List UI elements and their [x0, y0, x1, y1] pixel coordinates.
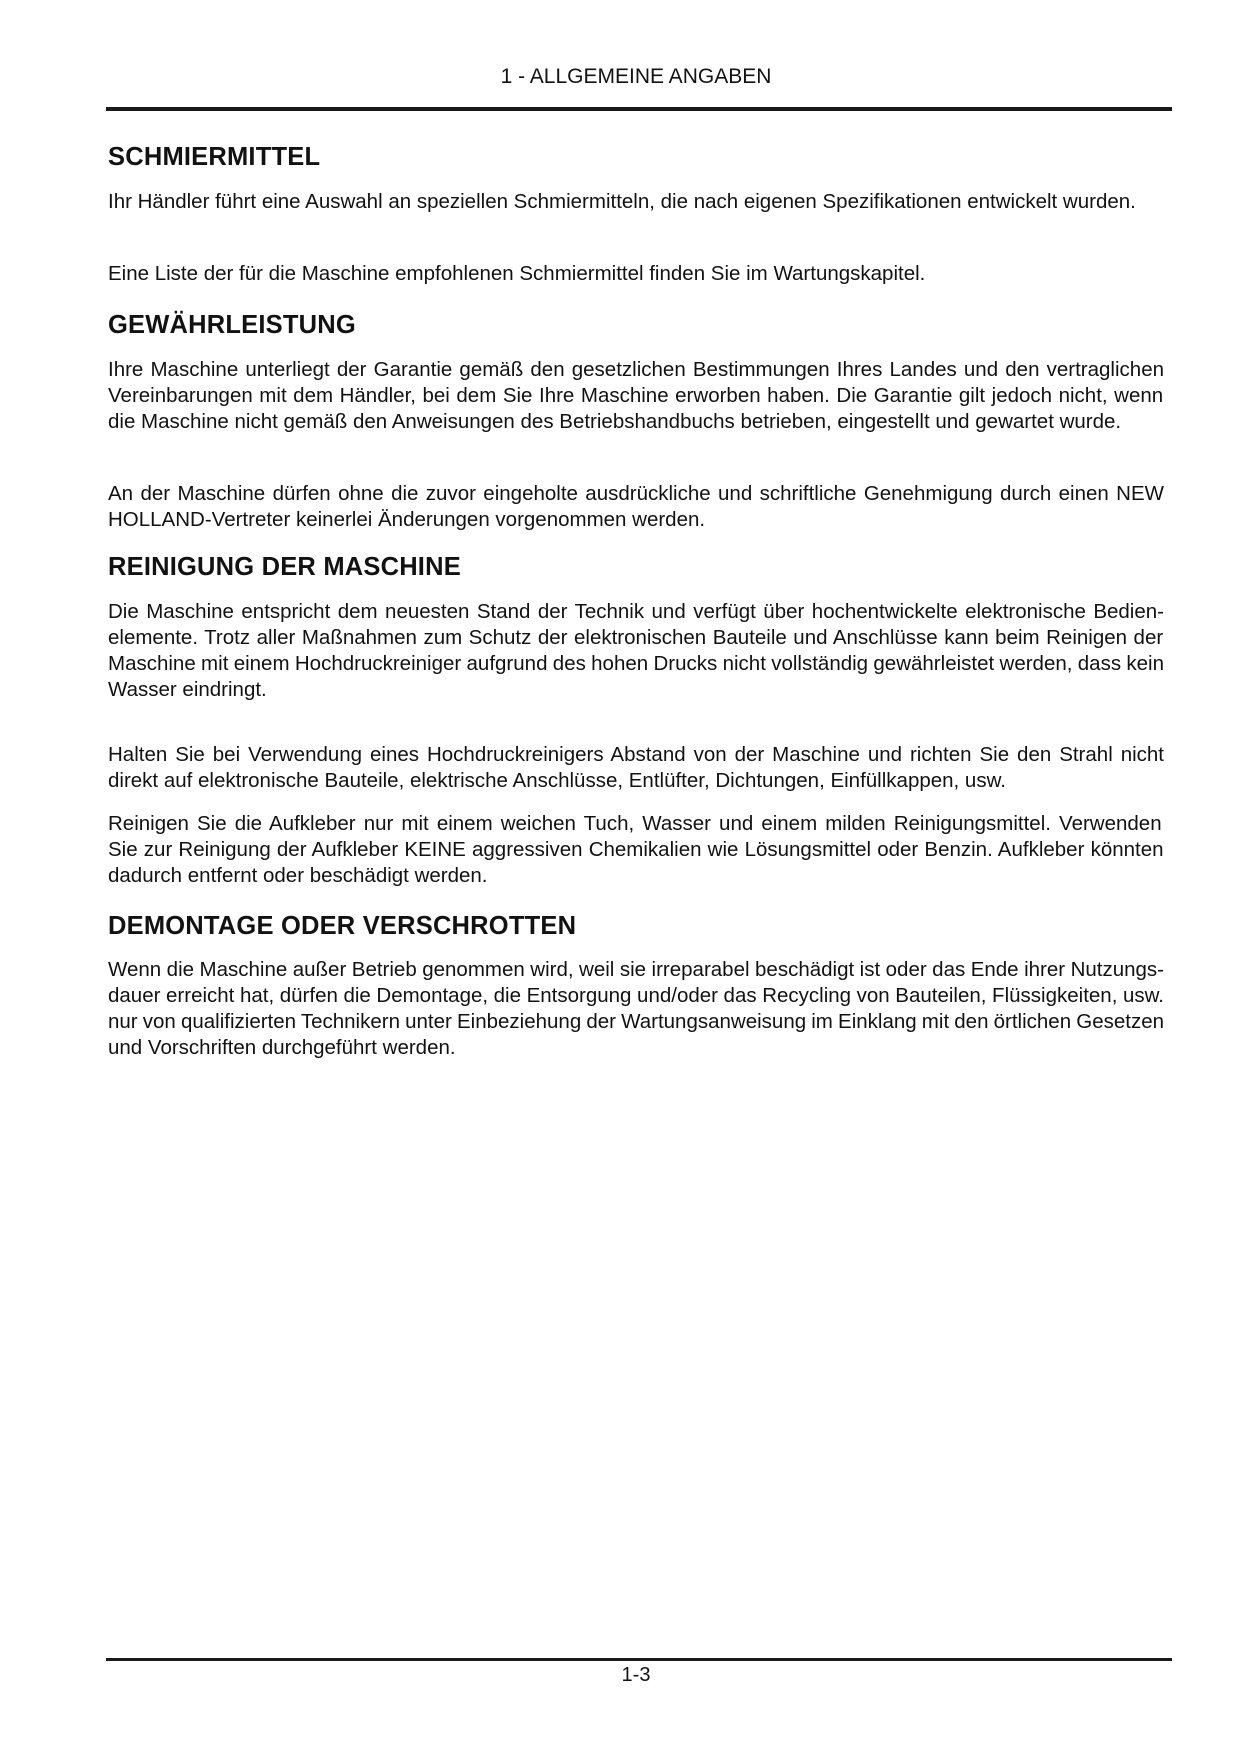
paragraph-line: Ihr Händler führt eine Auswahl an speziellen Schmiermitteln, die nach eigenen Spezifikationen entwickelt wurden.: [108, 190, 1136, 213]
section-heading-schmiermittel: SCHMIERMITTEL: [108, 143, 321, 171]
paragraph-line: und Vorschriften durchgeführt werden.: [108, 1036, 456, 1059]
footer-rule: [106, 1658, 1172, 1661]
paragraph-schmiermittel-1: [108, 189, 1164, 215]
paragraph-reinigung-2: [108, 742, 1164, 794]
paragraph-gewaehrleistung-1: [108, 357, 1164, 435]
paragraph-line: Ihre Maschine unterliegt der Garantie gemäß den gesetzlichen Bestimmungen Ihres Landes und den vertraglichen: [108, 358, 1164, 381]
paragraph-line: Reinigen Sie die Aufkleber nur mit einem weichen Tuch, Wasser und einem milden Reinigungsmittel. Verwenden: [108, 812, 1162, 835]
paragraph-line: dadurch entfernt oder beschädigt werden.: [108, 864, 488, 887]
paragraph-line: dauer erreicht hat, dürfen die Demontage, die Entsorgung und/oder das Recycling von Bauteilen, Flüssigkeiten, usw.: [108, 984, 1164, 1007]
paragraph-line: Maschine mit einem Hochdruckreiniger aufgrund des hohen Drucks nicht vollständig gewährleistet werden, dass kein: [108, 652, 1164, 675]
paragraph-line: direkt auf elektronische Bauteile, elektrische Anschlüsse, Entlüfter, Dichtungen, Einfüllkappen, usw.: [108, 769, 1006, 792]
paragraph-schmiermittel-2: [108, 261, 1164, 287]
paragraph-line: Eine Liste der für die Maschine empfohlenen Schmiermittel finden Sie im Wartungskapitel.: [108, 262, 926, 285]
paragraph-reinigung-3: [108, 811, 1164, 889]
paragraph-line: HOLLAND-Vertreter keinerlei Änderungen vorgenommen werden.: [108, 508, 706, 531]
paragraph-reinigung-1: [108, 599, 1164, 703]
page-header-chapter-title: 1 - ALLGEMEINE ANGABEN: [500, 65, 772, 88]
paragraph-line: Wenn die Maschine außer Betrieb genommen wird, weil sie irreparabel beschädigt ist oder das Ende ihrer Nutzungs-: [108, 958, 1164, 981]
header-rule: [106, 107, 1172, 111]
paragraph-line: Wasser eindringt.: [108, 678, 267, 701]
paragraph-demontage-1: [108, 957, 1164, 1061]
paragraph-line: Halten Sie bei Verwendung eines Hochdruckreinigers Abstand von der Maschine und richten Sie den Strahl nicht: [108, 743, 1164, 766]
section-heading-gewaehrleistung: GEWÄHRLEISTUNG: [108, 311, 356, 339]
paragraph-line: An der Maschine dürfen ohne die zuvor eingeholte ausdrückliche und schriftliche Genehmigung durch einen NEW: [108, 482, 1164, 505]
paragraph-gewaehrleistung-2: [108, 481, 1164, 533]
paragraph-line: nur von qualifizierten Technikern unter Einbeziehung der Wartungsanweisung im Einklang mit den örtlichen Gesetzen: [108, 1010, 1164, 1033]
page-number: 1-3: [621, 1664, 651, 1686]
paragraph-line: elemente. Trotz aller Maßnahmen zum Schutz der elektronischen Bauteile und Anschlüsse kann beim Reinigen der: [108, 626, 1164, 649]
paragraph-line: Die Maschine entspricht dem neuesten Stand der Technik und verfügt über hochentwickelte elektronische Bedien-: [108, 600, 1164, 623]
section-heading-demontage-oder-verschrotten: DEMONTAGE ODER VERSCHROTTEN: [108, 912, 577, 940]
paragraph-line: Sie zur Reinigung der Aufkleber KEINE aggressiven Chemikalien wie Lösungsmittel oder Benzin. Aufkleber könnten: [108, 838, 1164, 861]
paragraph-line: die Maschine nicht gemäß den Anweisungen des Betriebshandbuchs betrieben, eingestellt und gewartet wurde.: [108, 410, 1122, 433]
section-heading-reinigung-der-maschine: REINIGUNG DER MASCHINE: [108, 553, 461, 581]
paragraph-line: Vereinbarungen mit dem Händler, bei dem Sie Ihre Maschine erworben haben. Die Garantie gilt jedoch nicht, wenn: [108, 384, 1164, 407]
